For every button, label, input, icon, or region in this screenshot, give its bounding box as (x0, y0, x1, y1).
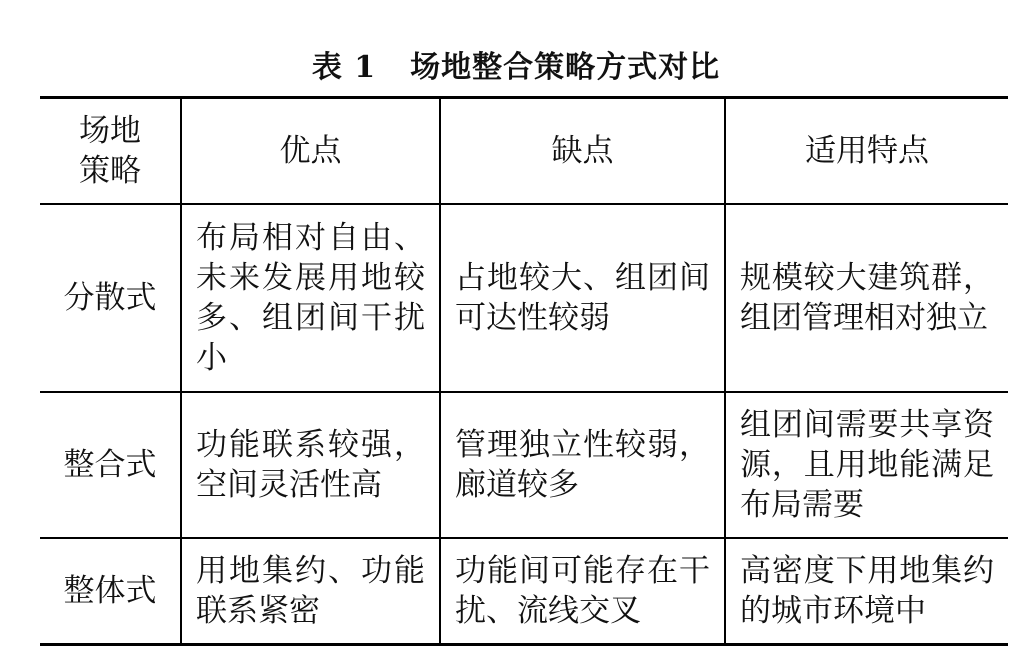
corner-header (40, 98, 181, 205)
row-label: 整体式 (40, 538, 181, 645)
pros-cell: 功能联系较强，空间灵活性高 (181, 392, 440, 538)
fit-cell: 组团间需要共享资源，且用地能满足布局需要 (725, 392, 1008, 538)
cons-cell: 管理独立性较弱，廊道较多 (440, 392, 725, 538)
header-pros: 优点 (181, 98, 440, 205)
table-number: 表 1 (311, 50, 377, 85)
table-row (40, 204, 1008, 392)
row-label: 整合式 (40, 392, 181, 538)
comparison-table (40, 96, 1008, 646)
table-caption (0, 42, 1032, 86)
cons-cell: 占地较大、组团间可达性较弱 (440, 204, 725, 392)
header-row (40, 98, 1008, 205)
pros-cell: 布局相对自由、未来发展用地较多、组团间干扰小 (181, 204, 440, 392)
header-fit: 适用特点 (725, 98, 1008, 205)
row-label: 分散式 (40, 204, 181, 392)
header-cons: 缺点 (440, 98, 725, 205)
table-row (40, 538, 1008, 645)
corner-header-line2: 策略 (79, 153, 141, 189)
fit-cell: 规模较大建筑群，组团管理相对独立 (725, 204, 1008, 392)
table-row (40, 392, 1008, 538)
table-title: 场地整合策略方式对比 (410, 50, 721, 85)
cons-cell: 功能间可能存在干扰、流线交叉 (440, 538, 725, 645)
corner-header-line1: 场地 (79, 113, 141, 149)
pros-cell: 用地集约、功能联系紧密 (181, 538, 440, 645)
fit-cell: 高密度下用地集约的城市环境中 (740, 553, 994, 629)
